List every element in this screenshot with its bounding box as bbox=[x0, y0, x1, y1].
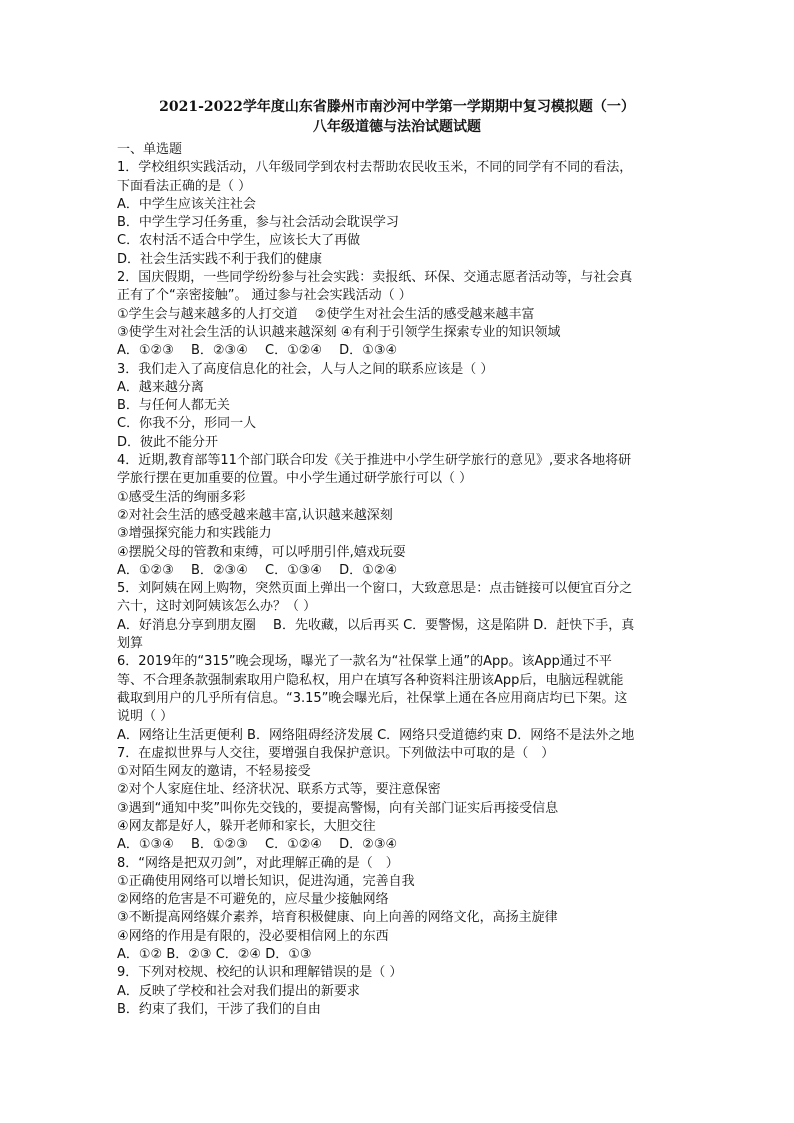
text-line: A．①②③ B．②③④ C．①③④ D．①②④ bbox=[117, 562, 398, 578]
text-line: B．约束了我们，干涉了我们的自由 bbox=[117, 1001, 321, 1017]
question-list bbox=[117, 159, 677, 1019]
text-line: ③使学生对社会生活的认识越来越深刻 ④有利于引领学生探索专业的知识领域 bbox=[117, 324, 561, 340]
text-line: 7．在虚拟世界与人交往，要增强自我保护意识。下列做法中可取的是（ ） bbox=[117, 745, 555, 761]
text-line: 说明（ ） bbox=[117, 709, 174, 725]
text-line: A．①③④ B．①②③ C．①②④ D．②③④ bbox=[117, 837, 398, 853]
text-line: ①学生会与越来越多的人打交道 ②使学生对社会生活的感受越来越丰富 bbox=[117, 306, 535, 322]
text-line: ②对个人家庭住址、经济状况、联系方式等，要注意保密 bbox=[117, 782, 441, 798]
text-line: 正有了个“亲密接触”。 通过参与社会实践活动（ ） bbox=[117, 288, 412, 304]
text-line: A．中学生应该关注社会 bbox=[117, 196, 256, 212]
text-line: 9．下列对校规、校纪的认识和理解错误的是（ ） bbox=[117, 965, 403, 981]
text-line: ③不断提高网络媒介素养，培育积极健康、向上向善的网络文化，高扬主旋律 bbox=[117, 910, 558, 926]
text-line: A．①②③ B．②③④ C．①②④ D．①③④ bbox=[117, 343, 398, 359]
text-line: D．社会生活实践不利于我们的健康 bbox=[117, 251, 323, 267]
text-line: 5．刘阿姨在网上购物，突然页面上弹出一个窗口，大致意思是：点击链接可以便宜百分之 bbox=[117, 581, 633, 597]
text-line: 截取到用户的几乎所有信息。“3.15”晚会曝光后，社保掌上通在各应用商店均已下架。这 bbox=[117, 690, 628, 706]
text-line: 划算 bbox=[117, 636, 144, 652]
text-line: ③增强探究能力和实践能力 bbox=[117, 526, 272, 542]
document-page bbox=[117, 95, 677, 1019]
document-title: 2021-2022学年度山东省滕州市南沙河中学第一学期期中复习模拟题（一） bbox=[159, 99, 635, 115]
text-line: A．反映了学校和社会对我们提出的新要求 bbox=[117, 983, 360, 999]
text-line: A．好消息分享到朋友圈 B．先收藏，以后再买 C．要警惕，这是陷阱 D．赶快下手，真 bbox=[117, 617, 635, 633]
text-line: 学旅行摆在更加重要的位置。中小学生通过研学旅行可以（ ） bbox=[117, 471, 473, 487]
text-line: ②网络的危害是不可避免的，应尽量少接触网络 bbox=[117, 892, 389, 908]
text-line: C．农村活不适合中学生，应该长大了再做 bbox=[117, 233, 361, 249]
text-line: ②对社会生活的感受越来越丰富,认识越来越深刻 bbox=[117, 507, 393, 523]
text-line: 下面看法正确的是（ ） bbox=[117, 178, 252, 194]
text-line: A．网络让生活更便利 B．网络阻碍经济发展 C．网络只受道德约束 D．网络不是法外之地 bbox=[117, 727, 635, 743]
text-line: 6．2019年的“315”晚会现场，曝光了一款名为“社保掌上通”的App。该App通过不平 bbox=[117, 654, 612, 670]
text-line: 8．“网络是把双刃剑”，对此理解正确的是（ ） bbox=[117, 855, 399, 871]
text-line: 等、不合理条款强制索取用户隐私权，用户在填写各种资料注册该App后，电脑远程就能 bbox=[117, 672, 624, 688]
text-line: C．你我不分，形同一人 bbox=[117, 416, 257, 432]
text-line: ①正确使用网络可以增长知识，促进沟通，完善自我 bbox=[117, 873, 415, 889]
text-line: 六十，这时刘阿姨该怎么办？（ ） bbox=[117, 599, 317, 615]
text-line: B．中学生学习任务重，参与社会活动会耽误学习 bbox=[117, 215, 399, 231]
text-line: 2．国庆假期，一些同学纷纷参与社会实践：卖报纸、环保、交通志愿者活动等，与社会真 bbox=[117, 270, 633, 286]
section-heading: 一、单选题 bbox=[117, 142, 183, 157]
text-line: ①对陌生网友的邀请，不轻易接受 bbox=[117, 764, 311, 780]
text-line: A．①② B．②③ C．②④ D．①③ bbox=[117, 947, 312, 963]
text-line: ④摆脱父母的管教和束缚，可以呼朋引伴,嬉戏玩耍 bbox=[117, 544, 406, 560]
text-line: ④网络的作用是有限的，没必要相信网上的东西 bbox=[117, 928, 389, 944]
document-subtitle: 八年级道德与法治试题试题 bbox=[313, 119, 481, 135]
text-line: A．越来越分离 bbox=[117, 379, 204, 395]
text-line: ①感受生活的绚丽多彩 bbox=[117, 489, 246, 505]
text-line: 3．我们走入了高度信息化的社会，人与人之间的联系应该是（ ） bbox=[117, 361, 494, 377]
text-line: ③遇到“通知中奖”叫你先交钱的，要提高警惕，向有关部门证实后再接受信息 bbox=[117, 800, 559, 816]
text-line: 4．近期,教育部等11个部门联合印发《关于推进中小学生研学旅行的意见》,要求各地将研 bbox=[117, 453, 632, 469]
text-line: D．彼此不能分开 bbox=[117, 434, 219, 450]
text-line: ④网友都是好人，躲开老师和家长，大胆交往 bbox=[117, 818, 376, 834]
text-line: 1．学校组织实践活动，八年级同学到农村去帮助农民收玉米，不同的同学有不同的看法， bbox=[117, 160, 633, 176]
text-line: B．与任何人都无关 bbox=[117, 398, 230, 414]
